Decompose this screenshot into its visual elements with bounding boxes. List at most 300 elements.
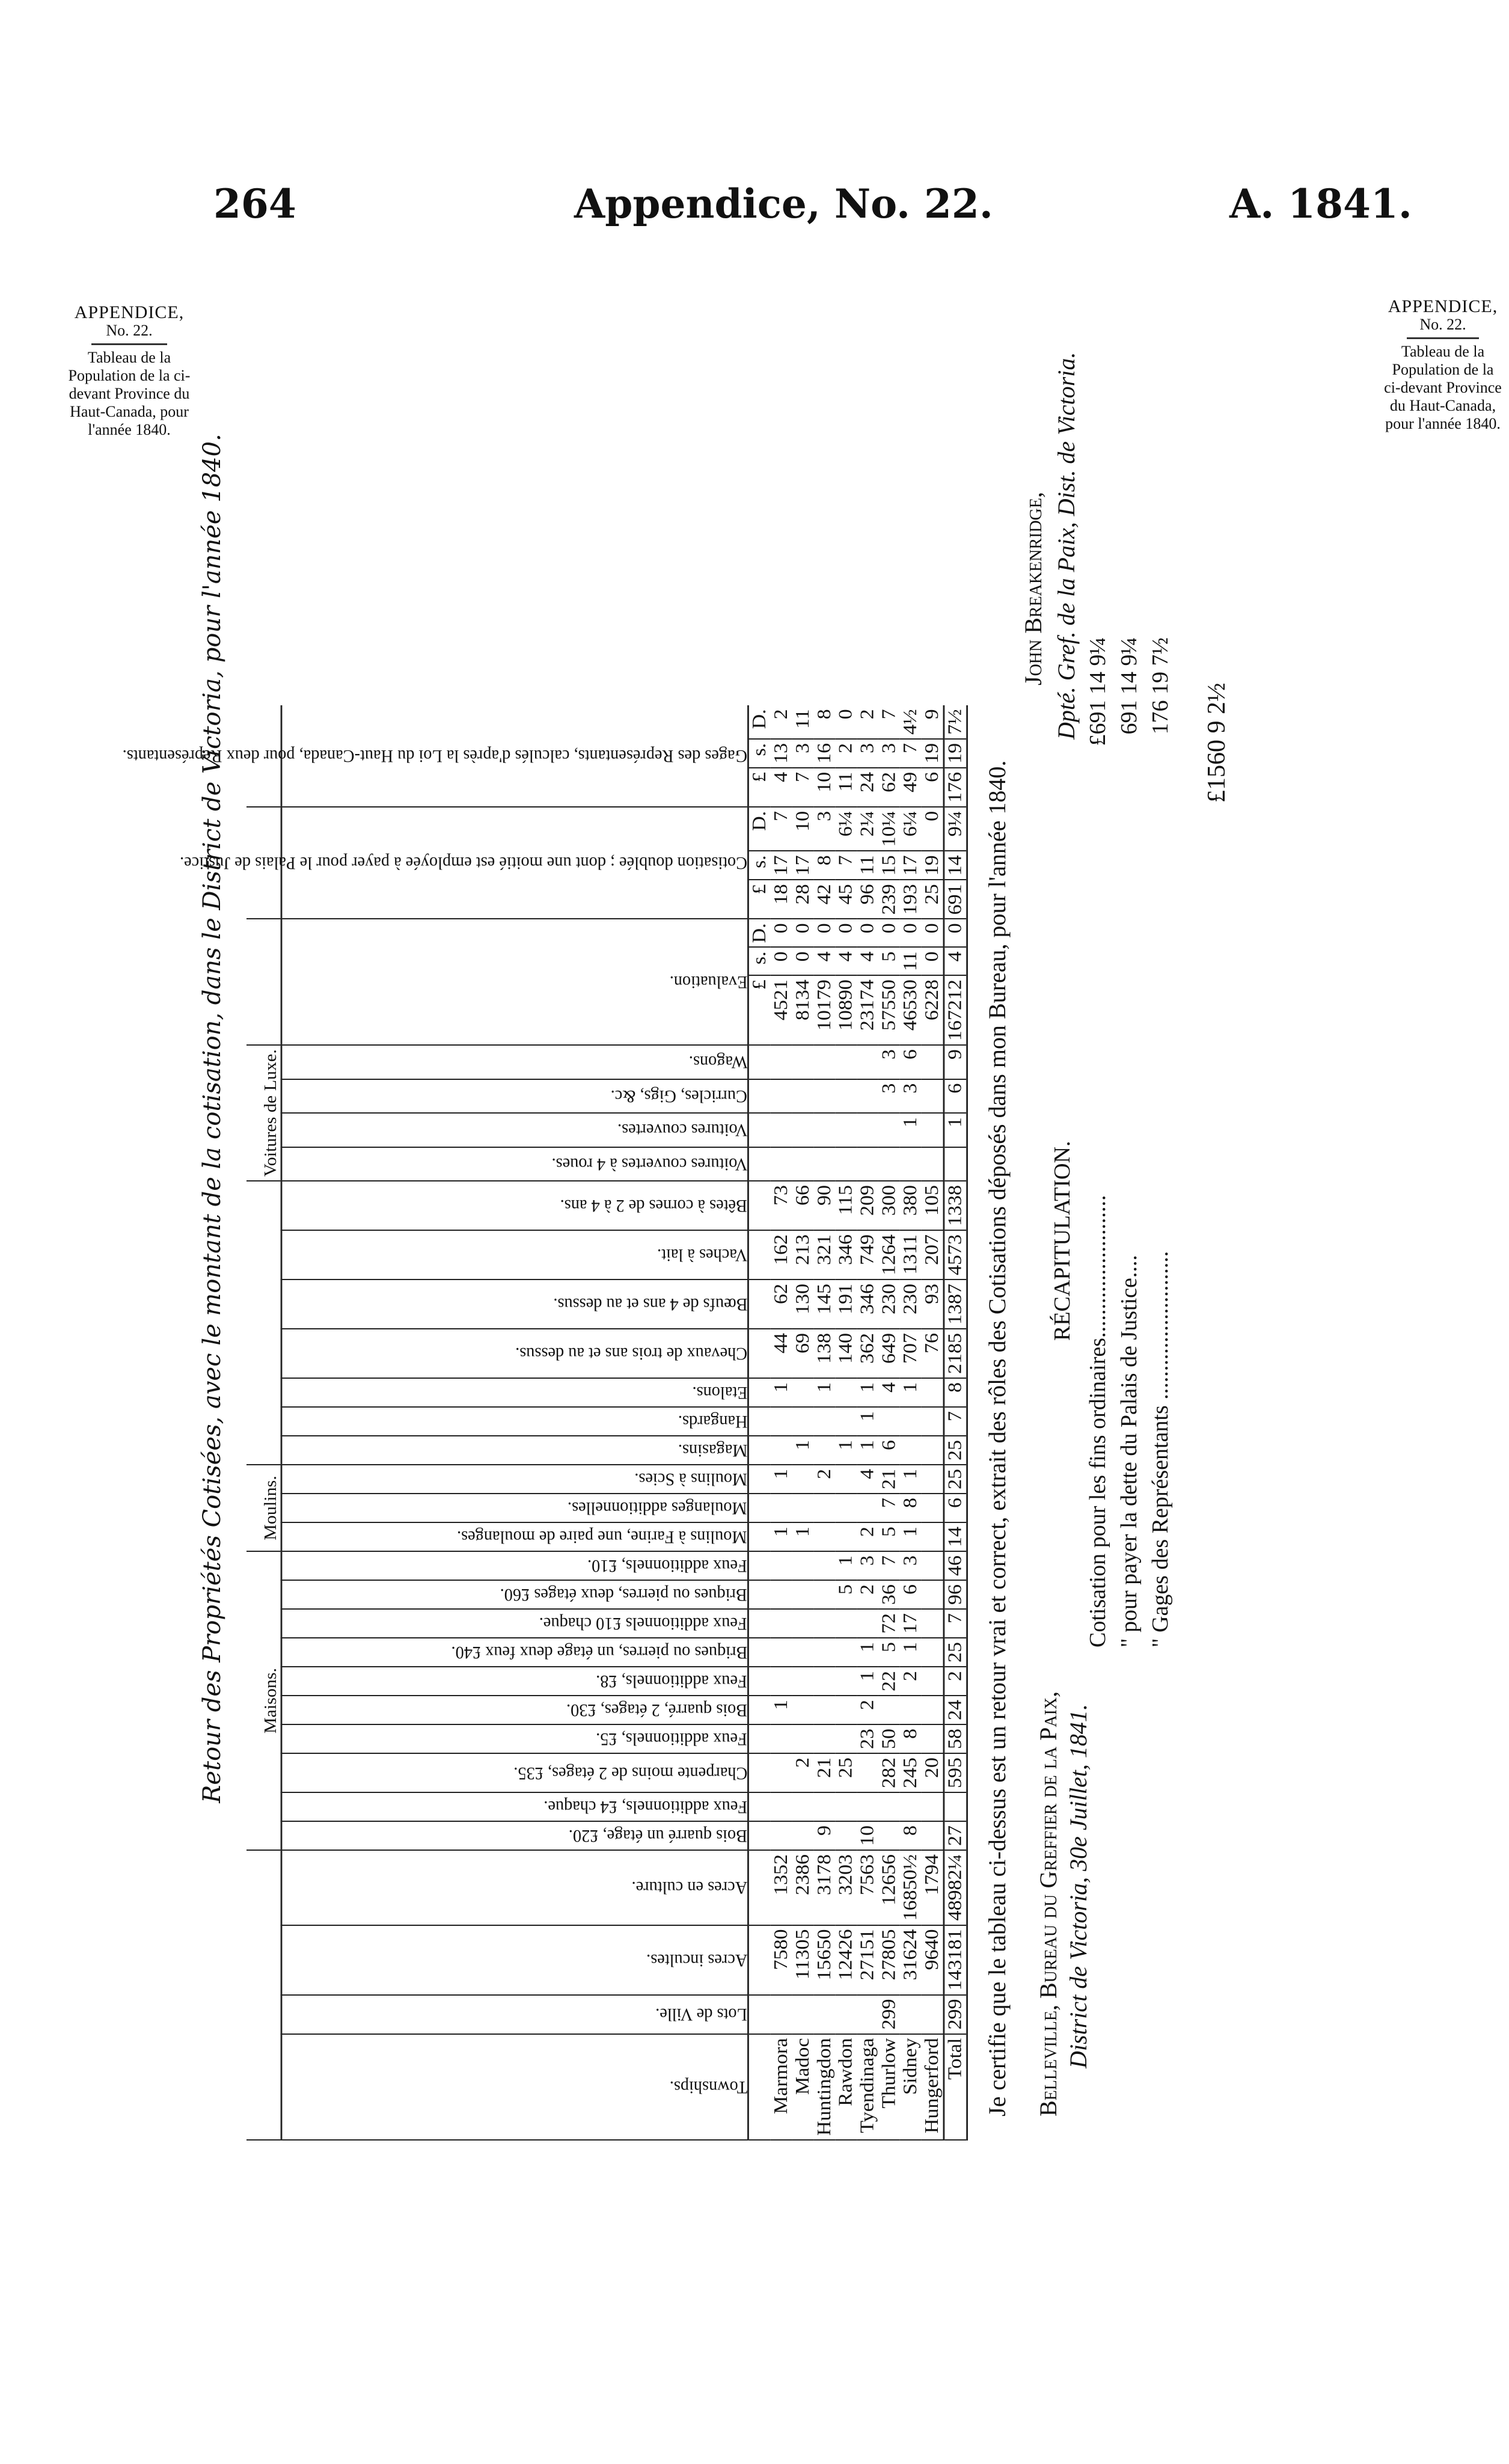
recap-line [1113,637,1145,1647]
table-cell [813,1436,835,1465]
table-cell: 1 [771,1696,792,1724]
money-cell: 28 [792,880,814,919]
column-header-0-label: Townships. [669,2077,748,2097]
township-name: Huntingdon [813,2034,835,2140]
table-cell [771,1724,792,1753]
table-cell [835,1113,857,1147]
table-row [835,705,857,2140]
table-cell [771,1580,792,1609]
table-cell [771,1609,792,1638]
table-cell: 2 [900,1667,922,1696]
money-cell: 3 [878,739,900,768]
column-header-7-label: Feux additionnels, £5. [596,1729,748,1750]
table-cell: 282 [878,1753,900,1792]
table-cell [813,1113,835,1147]
money-cell: 10 [813,768,835,807]
table-cell [771,1821,792,1850]
money-cell: 4 [771,768,792,807]
column-header-18-label: Hangards. [678,1412,748,1432]
table-cell: 1 [792,1436,814,1465]
column-group-4: Voitures de Luxe. [246,1045,281,1181]
table-cell [857,1609,878,1638]
money-cell: 6¼ [835,807,857,851]
money-cell: 24 [857,768,878,807]
table-cell [771,1045,792,1079]
table-cell [922,1551,944,1580]
table-cell: 93 [922,1280,944,1329]
table-cell: 138 [813,1329,835,1378]
money-cell: 0 [900,919,922,947]
unit-blank [748,1045,770,1079]
side-note-number: No. 22. [1419,316,1466,333]
column-header-28 [281,919,748,1045]
table-cell [792,1465,814,1494]
table-cell [813,1522,835,1551]
table-cell [857,1753,878,1792]
money-cell: 8134 [792,975,814,1045]
table-cell [792,1792,814,1821]
table-cell: 130 [792,1280,814,1329]
column-header-23-label: Bêtes à cornes de 2 à 4 ans. [560,1196,748,1216]
table-cell: 21 [878,1465,900,1494]
money-cell: 2 [771,705,792,739]
unit-blank [748,1230,770,1280]
table-cell: 1264 [878,1230,900,1280]
money-cell: 11 [835,768,857,807]
table-cell [813,1147,835,1181]
township-name: Tyendinaga [857,2034,878,2140]
table-cell: 6 [878,1436,900,1465]
table-cell: 299 [878,1995,900,2034]
column-header-19 [281,1378,748,1407]
table-cell [813,1792,835,1821]
money-cell: 6¼ [900,807,922,851]
column-header-4 [281,1821,748,1850]
table-cell: 595 [944,1753,967,1792]
money-cell: 19 [944,739,967,768]
table-cell: 1 [813,1378,835,1407]
column-header-23 [281,1181,748,1230]
money-unit: D. [748,807,770,851]
table-cell [813,1696,835,1724]
column-group-5 [246,919,281,1045]
table-cell [792,1113,814,1147]
table-cell [922,1667,944,1696]
money-cell: 16 [813,739,835,768]
money-cell: 8 [813,705,835,739]
money-cell: 4½ [900,705,922,739]
table-cell [792,1551,814,1580]
table-cell: 25 [944,1436,967,1465]
table-cell [922,1378,944,1407]
column-header-8 [281,1696,748,1724]
money-cell: 10890 [835,975,857,1045]
column-header-10 [281,1638,748,1667]
table-cell: 2185 [944,1329,967,1378]
money-cell: 7 [835,851,857,880]
group-header-row [246,705,281,2140]
unit-blank [748,1667,770,1696]
table-cell: 2 [857,1696,878,1724]
table-cell: 707 [900,1329,922,1378]
unit-blank [748,2034,770,2140]
table-cell [922,1147,944,1181]
column-header-16-label: Moulins à Scies. [634,1470,748,1490]
table-row [944,705,967,2140]
table-cell [857,1995,878,2034]
column-group-1: Maisons. [246,1551,281,1850]
table-cell: 230 [878,1280,900,1329]
table-cell: 1338 [944,1181,967,1230]
table-cell [792,1147,814,1181]
money-cell: 14 [944,851,967,880]
recap-total: £1560 9 2½ [1203,682,1231,803]
column-header-19-label: Etalons. [692,1383,748,1403]
table-cell: 5 [835,1580,857,1609]
table-cell [835,1378,857,1407]
table-cell: 2386 [792,1850,814,1925]
table-cell: 321 [813,1230,835,1280]
table-cell: 25 [835,1753,857,1792]
money-cell: 0 [944,919,967,947]
column-header-2 [281,1925,748,1995]
table-cell: 24 [944,1696,967,1724]
table-cell: 649 [878,1329,900,1378]
table-cell: 7 [878,1494,900,1522]
money-unit-row [748,705,770,2140]
table-cell: 4 [878,1378,900,1407]
table-row [900,705,922,2140]
table-cell: 299 [944,1995,967,2034]
column-header-26 [281,1079,748,1113]
table-cell [922,1079,944,1113]
table-cell [922,1436,944,1465]
table-cell [813,1667,835,1696]
table-cell: 230 [900,1280,922,1329]
table-cell: 20 [922,1753,944,1792]
table-cell [813,1609,835,1638]
unit-blank [748,1522,770,1551]
money-cell: 25 [922,880,944,919]
table-row [771,705,792,2140]
table-cell: 207 [922,1230,944,1280]
table-cell [835,1724,857,1753]
table-cell [922,1821,944,1850]
column-header-21-label: Bœufs de 4 ans et au dessus. [552,1295,748,1315]
money-cell: 3 [813,807,835,851]
table-cell [771,1113,792,1147]
money-cell: 11 [857,851,878,880]
money-unit: D. [748,705,770,739]
money-cell: 0 [857,919,878,947]
table-cell: 1 [857,1436,878,1465]
unit-blank [748,1465,770,1494]
table-cell: 115 [835,1181,857,1230]
money-cell: 10¼ [878,807,900,851]
township-name: Marmora [771,2034,792,2140]
place-line-1: Belleville, Bureau du Greffier de la Paix, [1035,1691,1062,2116]
table-cell: 14 [944,1522,967,1551]
unit-blank [748,1551,770,1580]
money-cell: 167212 [944,975,967,1045]
table-cell: 7563 [857,1850,878,1925]
table-cell: 96 [944,1580,967,1609]
money-cell: 17 [771,851,792,880]
table-cell: 140 [835,1329,857,1378]
table-cell [771,1494,792,1522]
unit-blank [748,1995,770,2034]
recap-line-value: 691 14 9¼ [1116,637,1142,735]
table-cell: 1 [792,1522,814,1551]
money-cell: 57550 [878,975,900,1045]
column-header-2-label: Acres incultes. [646,1950,748,1970]
place-line-2: District de Victoria, 30e Juillet, 1841. [1065,1704,1092,2068]
table-cell [813,1407,835,1436]
column-header-row [281,705,748,2140]
column-header-20 [281,1329,748,1378]
money-cell: 9¼ [944,807,967,851]
table-cell [771,1638,792,1667]
table-cell [813,1494,835,1522]
table-cell [792,1696,814,1724]
column-header-30-label: Gages des Représentants, calculés d'après la Loi du Haut-Canada, pour deux Représentants. [122,746,748,767]
unit-blank [748,1378,770,1407]
township-name: Thurlow [878,2034,900,2140]
table-cell [835,1821,857,1850]
column-header-12-label: Briques ou pierres, deux étages £60. [500,1585,748,1605]
table-cell: 2 [944,1667,967,1696]
table-cell [922,1724,944,1753]
table-cell: 191 [835,1280,857,1329]
money-cell: 7 [900,739,922,768]
table-cell [900,1696,922,1724]
table-cell [792,1378,814,1407]
unit-blank [748,1181,770,1230]
table-cell [857,1147,878,1181]
column-header-15-label: Moulanges additionnelles. [568,1498,748,1519]
money-cell: 46530 [900,975,922,1045]
unit-blank [748,1696,770,1724]
money-cell: 11 [900,947,922,975]
table-cell [771,1147,792,1181]
money-cell: 2 [857,705,878,739]
unit-blank [748,1638,770,1667]
side-note-text: Tableau de la Population de la ci-devant Province du Haut-Canada, pour l'année 1840. [1384,343,1502,432]
money-unit: £ [748,975,770,1045]
money-cell: 4521 [771,975,792,1045]
table-cell: 46 [944,1551,967,1580]
unit-blank [748,1494,770,1522]
table-cell [922,1407,944,1436]
column-header-5 [281,1792,748,1821]
table-cell: 213 [792,1230,814,1280]
unit-blank [748,1792,770,1821]
unit-blank [748,1850,770,1925]
table-cell [900,1147,922,1181]
money-cell: 9 [922,705,944,739]
table-cell [922,1638,944,1667]
money-unit: s. [748,947,770,975]
table-cell: 4 [857,1465,878,1494]
table-cell [771,1436,792,1465]
table-cell [792,1667,814,1696]
table-cell [792,1609,814,1638]
page-year: A. 1841. [1229,180,1412,227]
money-cell: 62 [878,768,900,807]
table-cell: 25 [944,1465,967,1494]
table-cell: 5 [878,1522,900,1551]
page-number: 264 [213,180,296,227]
recap-line-label: " pour payer la dette du Palais de Justice.... [1116,1255,1142,1647]
table-cell [813,1995,835,2034]
table-cell: 73 [771,1181,792,1230]
table-cell [792,1580,814,1609]
unit-blank [748,1147,770,1181]
money-cell: 6 [922,768,944,807]
table-cell: 1 [900,1465,922,1494]
money-cell: 4 [944,947,967,975]
page-title: Appendice, No. 22. [574,180,993,227]
side-note-title: APPENDICE, [74,302,185,322]
table-cell: 8 [900,1821,922,1850]
column-header-30 [122,705,748,807]
table-cell: 44 [771,1329,792,1378]
table-cell [922,1522,944,1551]
table-cell [771,1792,792,1821]
column-header-17 [281,1436,748,1465]
table-cell: 90 [813,1181,835,1230]
money-cell: 49 [900,768,922,807]
table-cell [835,1079,857,1113]
table-cell: 7 [878,1551,900,1580]
table-cell [922,1609,944,1638]
money-cell: 0 [878,919,900,947]
column-header-14 [281,1522,748,1551]
table-cell [813,1724,835,1753]
money-cell: 96 [857,880,878,919]
table-cell: 1 [857,1667,878,1696]
column-header-18 [281,1407,748,1436]
money-cell: 3 [792,739,814,768]
column-header-22-label: Vaches à lait. [657,1245,748,1266]
table-cell [771,1407,792,1436]
unit-blank [748,1724,770,1753]
money-cell: 0 [922,807,944,851]
table-cell: 1 [835,1551,857,1580]
table-cell [857,1792,878,1821]
table-cell: 1 [771,1465,792,1494]
side-note-title: APPENDICE, [1388,296,1498,316]
money-cell: 0 [792,919,814,947]
money-cell: 0 [835,919,857,947]
table-cell: 162 [771,1230,792,1280]
money-cell: 176 [944,768,967,807]
table-cell: 15650 [813,1925,835,1995]
money-cell: 7 [878,705,900,739]
column-header-22 [281,1230,748,1280]
table-cell: 22 [878,1667,900,1696]
money-cell: 7½ [944,705,967,739]
table-cell [944,1147,967,1181]
table-cell [771,1551,792,1580]
table-cell: 66 [792,1181,814,1230]
table-cell: 105 [922,1181,944,1230]
column-header-16 [281,1465,748,1494]
side-note-number: No. 22. [106,322,153,339]
table-cell: 7580 [771,1925,792,1995]
column-header-12 [281,1580,748,1609]
table-cell: 27151 [857,1925,878,1995]
table-cell [792,1821,814,1850]
table-cell [922,1792,944,1821]
side-note-rule [91,343,167,345]
money-cell: 0 [792,947,814,975]
money-unit: s. [748,739,770,768]
column-header-17-label: Magasins. [678,1441,748,1461]
column-header-21 [281,1280,748,1329]
side-note-text: Tableau de la Population de la ci-devant Province du Haut-Canada, pour l'année 1840. [68,349,191,438]
column-header-13-label: Feux additionnels, £10. [587,1556,748,1577]
table-cell: 1 [771,1522,792,1551]
column-header-3 [281,1850,748,1925]
table-cell [922,1045,944,1079]
table-cell: 1794 [922,1850,944,1925]
township-name: Rawdon [835,2034,857,2140]
column-group-2: Moulins. [246,1465,281,1551]
money-cell: 11 [792,705,814,739]
table-cell [835,1147,857,1181]
money-cell: 17 [792,851,814,880]
column-header-11 [281,1609,748,1638]
table-cell [813,1551,835,1580]
table-cell: 3178 [813,1850,835,1925]
money-cell: 7 [792,768,814,807]
table-cell [944,1792,967,1821]
signature-name: John Breakenridge, [1020,492,1047,685]
table-row [813,705,835,2140]
table-cell: 7 [944,1609,967,1638]
money-unit: D. [748,919,770,947]
column-header-25 [281,1113,748,1147]
unit-blank [748,1280,770,1329]
column-header-27 [281,1045,748,1079]
column-header-7 [281,1724,748,1753]
column-group-3 [246,1181,281,1465]
table-cell: 346 [835,1230,857,1280]
table-cell [922,1465,944,1494]
money-cell: 10179 [813,975,835,1045]
money-cell: 691 [944,880,967,919]
money-cell: 7 [771,807,792,851]
table-cell: 6 [944,1494,967,1522]
recap-line-label: " Gages des Représentants .......................... [1148,1251,1173,1647]
column-header-10-label: Briques ou pierres, un étage deux feux £40. [451,1643,748,1663]
column-header-1-label: Lots de Ville. [655,2005,748,2025]
table-cell: 143181 [944,1925,967,1995]
side-note-rule [1407,337,1479,339]
table-cell: 346 [857,1280,878,1329]
table-cell: 380 [900,1181,922,1230]
table-cell [900,1792,922,1821]
table-cell: 9 [813,1821,835,1850]
unit-blank [748,1925,770,1995]
table-cell: 300 [878,1181,900,1230]
table-cell: 7 [944,1407,967,1436]
table-cell [878,1147,900,1181]
township-name: Hungerford [922,2034,944,2140]
table-cell: 5 [878,1638,900,1667]
table-cell: 8 [900,1724,922,1753]
